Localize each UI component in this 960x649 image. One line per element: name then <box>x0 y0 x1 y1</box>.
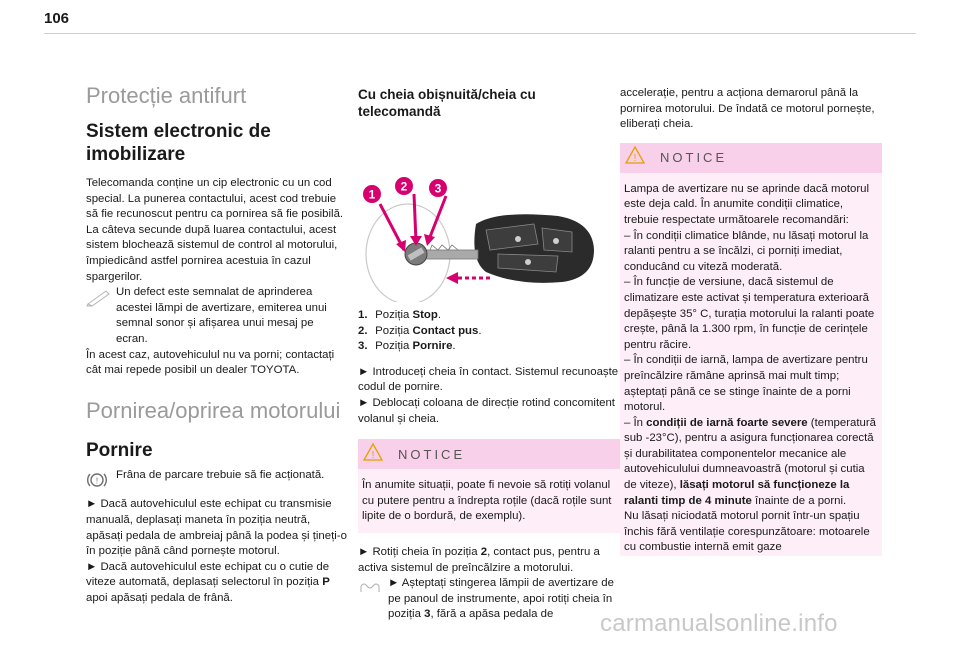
warning-triangle-icon <box>362 442 384 467</box>
notice-body <box>358 469 620 533</box>
column-3 <box>620 86 882 556</box>
notice-body <box>620 173 882 556</box>
auto-text-start: ► Dacă autovehiculul este echipat cu o cutie de viteze automată, deplasați selectorul în poziția <box>86 560 330 589</box>
svg-text:!: ! <box>371 449 375 461</box>
insert-key-paragraph: ► Introduceți cheia în contact. Sistemul recunoaște codul de pornire. ► Deblocați coloana de direcție rotind concomitent volanul și cheia. <box>358 365 619 425</box>
notice-text: În anumite situații, poate fi nevoie să rotiți volanul cu putere pentru a îndrepta roțile (dacă roțile sunt lipite de o bordură, de exemplu). <box>362 479 612 523</box>
hint-wait-text: ► Așteptați stingerea lămpii de avertizare de pe panoul de instrumente, apoi rotiți cheia în poziția 3, fără a apăsa pedala de <box>388 577 614 621</box>
defect-continued: În acest caz, autovehiculul nu va porni; contactați cât mai repede posibil un dealer TOYOTA. <box>86 348 335 377</box>
auto-text-end: apoi apăsați pedala de frână. <box>86 591 233 604</box>
hint-defect-text: Un defect este semnalat de aprinderea acestei lămpi de avertizare, emiterea unui semnal sonor și afișarea unui mesaj pe ecran. <box>116 286 327 345</box>
svg-text:!: ! <box>95 476 99 486</box>
hint-pencil-icon <box>86 287 112 312</box>
key-figure <box>358 132 620 302</box>
continue-paragraph: accelerație, pentru a acționa demarorul până la pornirea motorului. De îndată ce motorul pornește, eliberați cheia. <box>620 87 875 131</box>
badge-1: 1 <box>368 187 376 202</box>
notice-box-steering <box>358 439 620 533</box>
manual-transmission-paragraph: ► Dacă autovehiculul este echipat cu transmisie manuală, deplasați maneta în poziția neutră, apăsați pedala de ambreiaj până la podea și țineți-o în poziție până când pornește motorul. <box>86 498 347 558</box>
top-divider <box>44 33 916 34</box>
list-item: 3. Poziția Pornire. <box>358 340 456 353</box>
badge-2: 2 <box>400 179 408 194</box>
hint-parking-text: Frâna de parcare trebuie să fie acționată. <box>116 468 325 481</box>
notice-text-2: – În condiții de iarnă foarte severe (temperatură sub -23°C), pentru a asigura funcționarea corectă și durabilitatea componentelor mecanice ale autovehiculului dumneavoastră (motorul și cutia de viteze), lăsați motorul să funcționeze la ralanti timp de 4 minute înainte de a porni. <box>624 416 876 507</box>
hint-defect <box>86 285 348 347</box>
section-title-engine: Pornirea/oprirea motorului <box>86 397 341 423</box>
watermark: carmanualsonline.info <box>600 610 838 637</box>
parking-brake-icon <box>86 470 108 495</box>
preheat-coil-icon <box>358 582 382 601</box>
warning-triangle-icon <box>624 145 646 170</box>
position-list <box>358 308 620 355</box>
list-item: 2. Poziția Contact pus. <box>358 324 482 337</box>
notice-text-1: Lampa de avertizare nu se aprinde dacă motorul este deja cald. În anumite condiții climatice, trebuie respectate următoarele recomandări: – În condiții climatice blânde, nu lăsați motorul la ralanti pentru a se încălzi, ci porniți imediat, conducând cu viteză moderată. – În funcție de versiune, dacă sistemul de climatizare este activat și temperatura exterioară depășește 35° C, turația motorului la ralanti poate crește, până la 1.300 rpm, în funcție de cerințele pentru răcire. – În condiții de iarnă, lampa de avertizare pentru preîncălzire rămâne aprinsă mai mult timp; așteptați până ce se stinge înainte de a porni motorul. <box>624 182 875 414</box>
notice-title: NOTICE <box>398 446 466 462</box>
hint-parking <box>86 468 348 484</box>
notice-title: NOTICE <box>660 150 728 166</box>
section-title-antitheft: Protecție antifurt <box>86 83 247 108</box>
immobilizer-paragraph: Telecomanda conține un cip electronic cu un cod special. La punerea contactului, acest cod trebuie să fie recunoscut pentru ca pornirea să fie posibilă. La câteva secunde după luarea contactului, acest sistem blochează sistemul de control al motorului, împiedicând astfel pornirea acestuia în cazul spargerilor. <box>86 177 344 283</box>
hint-wait <box>358 576 620 623</box>
notice-header <box>620 143 882 173</box>
page-number: 106 <box>44 10 70 27</box>
notice-box-preheat <box>620 143 882 556</box>
notice-text-3: Nu lăsați niciodată motorul pornit într-un spațiu închis fără ventilație corespunzătoare: motoarele cu combustie internă emit gaze <box>624 510 870 554</box>
column-1 <box>86 62 348 606</box>
svg-text:!: ! <box>633 153 637 165</box>
column-2 <box>358 86 620 623</box>
auto-text-bold: P <box>322 576 330 589</box>
automatic-transmission-paragraph <box>86 560 348 607</box>
heading-start: Pornire <box>86 439 153 461</box>
badge-3: 3 <box>434 181 442 196</box>
list-item: 1. Poziția Stop. <box>358 309 442 321</box>
heading-key: Cu cheia obișnuită/cheia cu telecomandă <box>358 87 536 119</box>
notice-header <box>358 439 620 469</box>
rotate-key-paragraph: ► Rotiți cheia în poziția 2, contact pus, pentru a activa sistemul de preîncălzire a motorului. <box>358 545 600 574</box>
heading-immobilizer: Sistem electronic de imobilizare <box>86 121 271 165</box>
